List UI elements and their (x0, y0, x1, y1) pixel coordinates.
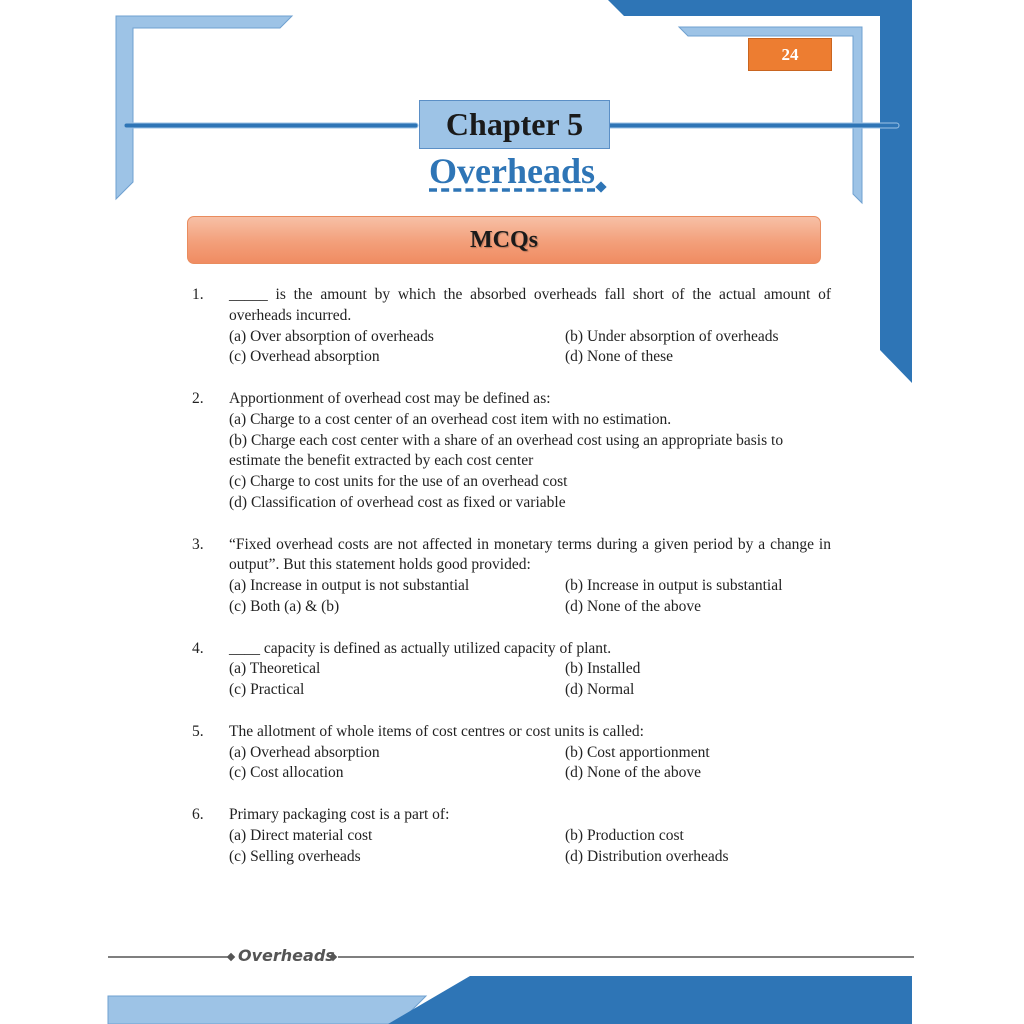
heading-rule-right (607, 123, 899, 128)
option-b: (b) Cost apportionment (565, 743, 710, 761)
option-b: (b) Increase in output is substantial (565, 577, 783, 595)
question-number: 4. (192, 639, 204, 657)
option-c: (c) Selling overheads (229, 847, 361, 865)
chapter-label: Chapter 5 (419, 100, 610, 149)
option-d: (d) None of the above (565, 597, 702, 615)
option-grid (229, 327, 831, 369)
option-d: (d) None of the above (565, 764, 702, 782)
option-grid (229, 576, 831, 618)
footer-chapter-label: Overheads (238, 946, 335, 965)
option-b: (b) Installed (565, 660, 641, 678)
question-item (186, 805, 831, 867)
question-item (186, 285, 831, 368)
question-number: 6. (192, 805, 204, 823)
question-item (186, 535, 831, 618)
option-c: (c) Both (a) & (b) (229, 597, 340, 615)
question-number: 5. (192, 722, 204, 740)
question-text: _____ is the amount by which the absorbed overheads fall short of the actual amount of overheads incurred. (229, 286, 831, 324)
heading-rule-left (124, 123, 418, 128)
option-a: (a) Theoretical (229, 660, 321, 678)
question-number: 2. (192, 389, 204, 407)
option-d: (d) Normal (565, 681, 635, 699)
question-text: The allotment of whole items of cost centres or cost units is called: (229, 722, 644, 740)
option-c: (c) Cost allocation (229, 764, 344, 782)
option-a: (a) Overhead absorption (229, 743, 380, 761)
option-grid (229, 659, 831, 701)
question-text: Apportionment of overhead cost may be defined as: (229, 389, 551, 407)
option-d: (d) Distribution overheads (565, 847, 729, 865)
option-b: (b) Charge each cost center with a share of an overhead cost using an appropriate basis to estimate the benefit extracted by each cost center (229, 431, 784, 470)
question-number: 3. (192, 535, 204, 553)
question-text: “Fixed overhead costs are not affected in monetary terms during a given period by a change in output”. But this statement holds good provided: (229, 535, 831, 574)
question-list (186, 285, 831, 888)
bottom-light-band (108, 996, 426, 1024)
question-text: ____ capacity is defined as actually utilized capacity of plant. (229, 639, 612, 657)
option-c: (c) Charge to cost units for the use of an overhead cost (229, 473, 568, 491)
option-a: (a) Over absorption of overheads (229, 327, 434, 345)
option-c: (c) Overhead absorption (229, 348, 380, 366)
question-item (186, 389, 831, 514)
bottom-dark-band (388, 976, 912, 1024)
option-a: (a) Charge to a cost center of an overhead cost item with no estimation. (229, 410, 672, 428)
question-text: Primary packaging cost is a part of: (229, 805, 450, 823)
option-d: (d) Classification of overhead cost as fixed or variable (229, 493, 566, 511)
section-banner: MCQs (187, 216, 821, 264)
chapter-title: Overheads (429, 151, 595, 191)
question-item (186, 639, 831, 701)
option-grid (229, 743, 831, 785)
footer-diamond-left-icon (227, 953, 235, 961)
option-d: (d) None of these (565, 348, 674, 366)
option-a: (a) Increase in output is not substantial (229, 577, 470, 595)
question-number: 1. (192, 286, 204, 303)
option-b: (b) Under absorption of overheads (565, 327, 779, 345)
page-number-badge: 24 (748, 38, 832, 71)
option-grid (229, 826, 831, 868)
option-b: (b) Production cost (565, 826, 684, 844)
option-a: (a) Direct material cost (229, 826, 373, 844)
option-c: (c) Practical (229, 681, 305, 699)
question-item (186, 722, 831, 784)
